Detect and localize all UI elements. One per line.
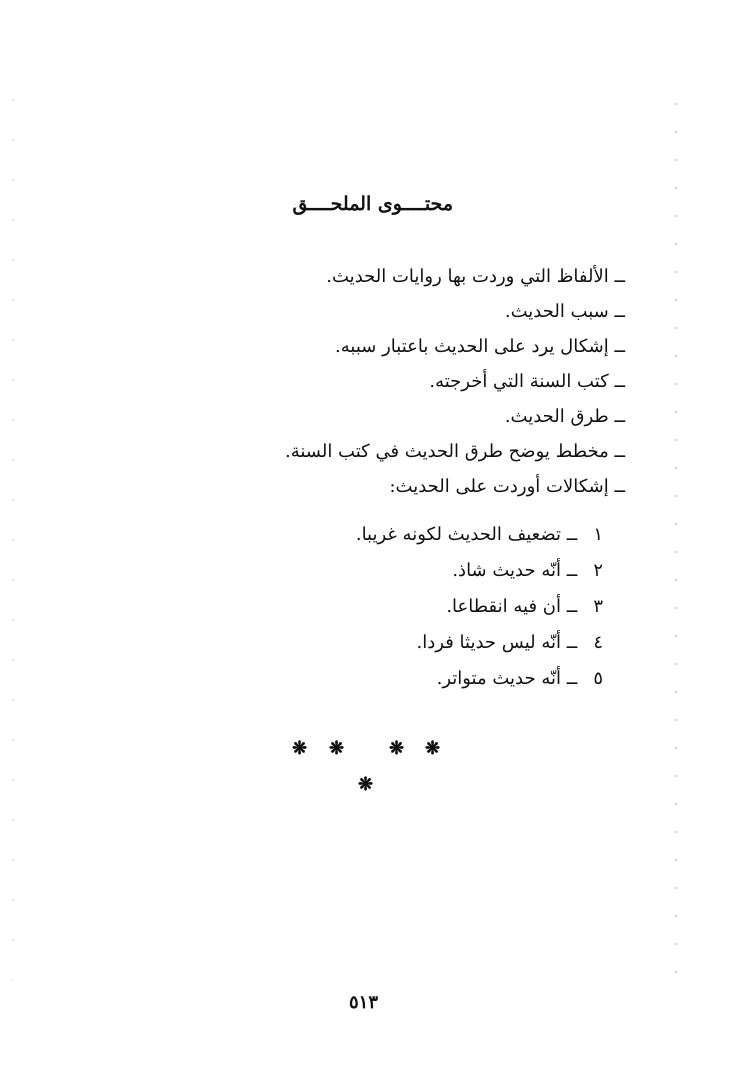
star-icon: ❋ — [358, 774, 374, 795]
sub-list-item — [356, 517, 603, 553]
sub-item-text: ــ أنّه حديث متواتر. — [436, 668, 578, 689]
page-title: محتــــوى الملحــــق — [292, 193, 453, 215]
sub-item-text: ــ أن فيه انقطاعا. — [446, 596, 578, 617]
list-item: ــ مخطط يوضح طرق الحديث في كتب السنة. — [284, 441, 625, 462]
sub-item-text: ــ تضعيف الحديث لكونه غريبا. — [355, 524, 578, 545]
sub-list-item — [356, 625, 603, 661]
sub-list-item — [356, 553, 603, 589]
contents-list — [285, 259, 625, 504]
sub-item-number: ٤ — [593, 632, 603, 653]
scan-artifact — [675, 90, 677, 990]
star-icon: ❋ — [329, 738, 345, 759]
sub-contents-list — [356, 517, 603, 697]
sub-item-number: ٥ — [593, 668, 603, 689]
sub-item-number: ١ — [593, 524, 603, 545]
star-icon: ❋ — [389, 738, 405, 759]
list-item: ــ الألفاظ التي وردت بها روايات الحديث. — [326, 266, 625, 287]
list-item: ــ كتب السنة التي أخرجته. — [429, 371, 625, 392]
sub-item-number: ٣ — [593, 596, 603, 617]
sub-item-text: ــ أنّه حديث شاذ. — [452, 560, 578, 581]
list-item: ــ إشكال يرد على الحديث باعتبار سببه. — [335, 336, 625, 357]
star-icon: ❋ — [292, 738, 308, 759]
page-number: ٥١٣ — [349, 992, 379, 1013]
list-item: ــ سبب الحديث. — [504, 301, 625, 322]
sub-item-text: ــ أنّه ليس حديثا فردا. — [416, 632, 578, 653]
list-item: ــ طرق الحديث. — [504, 406, 625, 427]
sub-item-number: ٢ — [593, 560, 603, 581]
scan-artifact — [12, 80, 14, 980]
sub-list-item — [356, 589, 603, 625]
list-item: ــ إشكالات أوردت على الحديث: — [389, 476, 625, 497]
star-icon: ❋ — [425, 738, 441, 759]
sub-list-item — [356, 661, 603, 697]
